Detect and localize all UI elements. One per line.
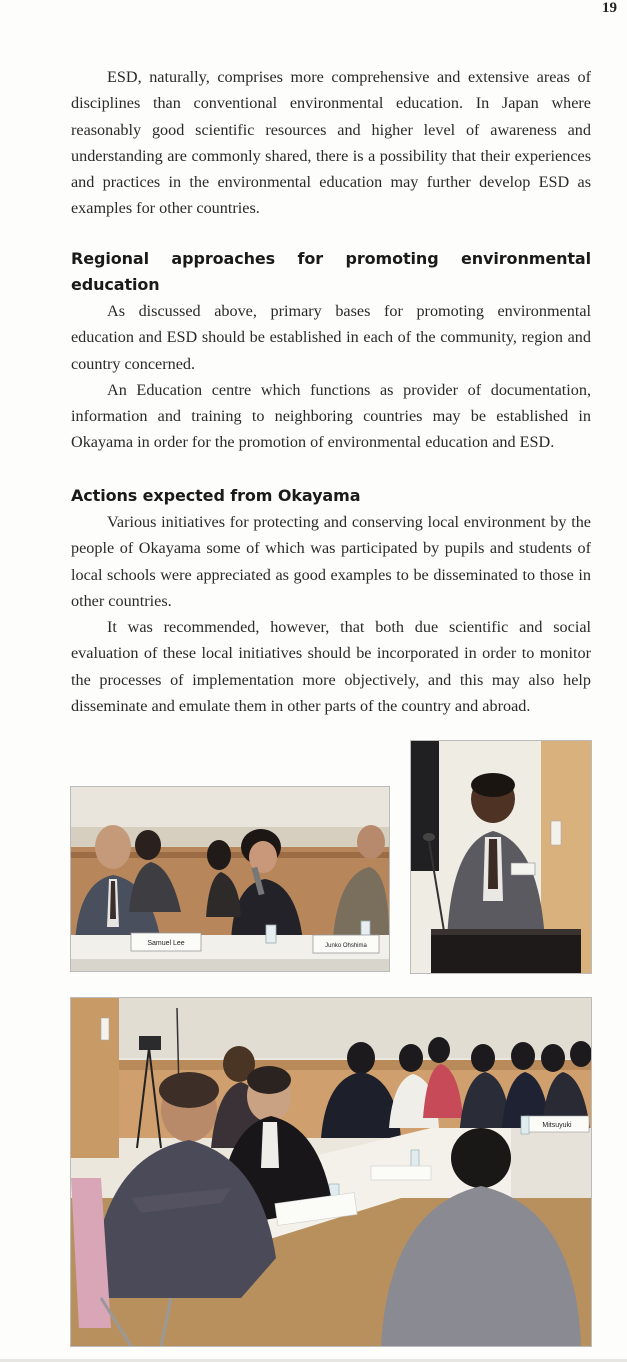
regional-section — [71, 246, 591, 456]
meeting-photo — [70, 997, 592, 1347]
speaker-photo-image — [411, 741, 591, 973]
actions-paragraph-2: It was recommended, however, that both due scientific and social evaluation of these local initiatives should be incorporated in order to monitor the processes of implementation more objectively, and this may also help disseminate and emulate them in other parts of the country and abroad. — [71, 618, 591, 716]
panel-photo — [70, 786, 390, 972]
regional-heading: Regional approaches for promoting environmental education — [71, 249, 591, 294]
nameplate-junko-ohshima: Junko Ohshima — [325, 943, 367, 949]
regional-paragraph-2: An Education centre which functions as provider of documentation, information and training to neighboring countries may be established in Okayama in order for the promotion of environmental education and ESD. — [71, 380, 591, 452]
page-number: 19 — [602, 0, 617, 16]
nameplate-mitsuyuki: Mitsuyuki — [542, 1122, 572, 1129]
meeting-photo-image — [71, 998, 591, 1346]
regional-paragraph-1: As discussed above, primary bases for promoting environmental education and ESD should be established in each of the community, region and country concerned. — [71, 302, 591, 373]
intro-section — [71, 64, 591, 222]
nameplate-samuel-lee: Samuel Lee — [147, 940, 185, 947]
actions-section — [71, 483, 591, 719]
panel-photo-image — [71, 787, 389, 971]
intro-paragraph: ESD, naturally, comprises more comprehensive and extensive areas of disciplines than conventional environmental education. In Japan where reasonably good scientific resources and higher level of awareness and understanding are commonly shared, there is a possibility that their experiences and practices in the environmental education may further develop ESD as examples for other countries. — [71, 68, 591, 218]
speaker-photo — [410, 740, 592, 974]
actions-heading: Actions expected from Okayama — [71, 486, 361, 505]
actions-paragraph-1: Various initiatives for protecting and conserving local environment by the people of Okayama some of which was participated by pupils and students of local schools were appreciated as good examples to be disseminated to those in other countries. — [71, 513, 591, 610]
